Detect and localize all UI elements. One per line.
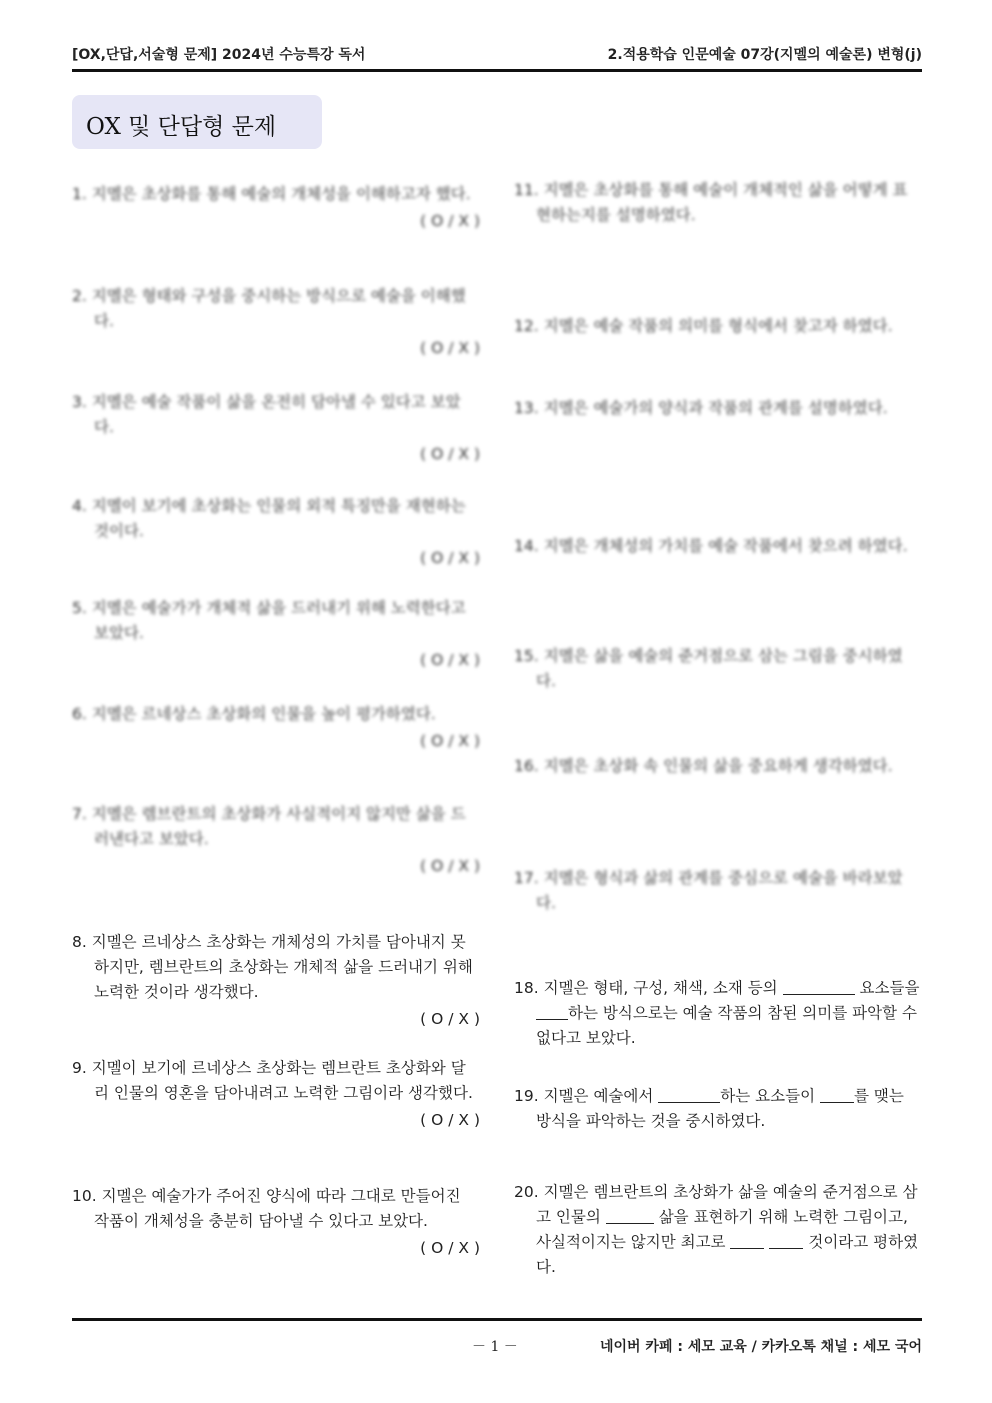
question-6: 6. 지멜은 르네상스 초상화의 인물을 높이 평가하였다. ( O / X ) [72,705,480,750]
header-rule [72,69,922,72]
ox-mark: ( O / X ) [420,1111,480,1129]
question-4: 4. 지멜이 보기에 초상화는 인물의 외적 특징만을 재현하는 것이다. ( O / X ) [72,497,480,567]
question-11: 11. 지멜은 초상화를 통해 예술이 개체적인 삶을 어떻게 표현하는지를 설명하였다. [514,181,908,224]
header-right: 2.적용학습 인문예술 07강(지멜의 예술론) 변형(j) [607,47,922,63]
ox-mark: ( O / X ) [420,1239,480,1257]
question-17: 17. 지멜은 형식과 삶의 관계를 중심으로 예술을 바라보았다. [514,869,903,912]
question-19: 19. 지멜은 예술에서 하는 요소들이 를 맺는 방식을 파악하는 것을 중시하였다. [514,1087,904,1130]
question-18: 18. 지멜은 형태, 구성, 채색, 소재 등의 요소들을 하는 방식으로는 예술 작품의 참된 의미를 파악할 수 없다고 보았다. [514,979,920,1047]
question-3: 3. 지멜은 예술 작품이 삶을 온전히 담아낼 수 있다고 보았다. ( O / X ) [72,393,480,463]
header-left: [OX,단답,서술형 문제] 2024년 수능특강 독서 [72,47,366,63]
answer-blank [820,1087,854,1104]
answer-blank [658,1087,720,1104]
question-16: 16. 지멜은 초상화 속 인물의 삶을 중요하게 생각하였다. [514,757,893,775]
question-15: 15. 지멜은 삶을 예술의 준거점으로 삼는 그림을 중시하였다. [514,647,903,690]
section-title: OX 및 단답형 문제 [86,114,277,140]
question-2: 2. 지멜은 형태와 구성을 중시하는 방식으로 예술을 이해했다. ( O / X ) [72,287,480,357]
page-header [72,44,922,66]
question-13: 13. 지멜은 예술가의 양식과 작품의 관계를 설명하였다. [514,399,888,417]
answer-blank [769,1233,803,1250]
ox-mark: ( O / X ) [420,1010,480,1028]
question-5: 5. 지멜은 예술가가 개체적 삶을 드러내기 위해 노력한다고 보았다. ( O / X ) [72,599,480,669]
section-title-box [72,95,322,149]
question-20: 20. 지멜은 렘브란트의 초상화가 삶을 예술의 준거점으로 삼고 인물의 삶을 표현하기 위해 노력한 그림이고, 사실적이지는 않지만 최고로 것이라고 평하였다. [514,1183,919,1276]
page-footer [72,1336,922,1358]
question-12: 12. 지멜은 예술 작품의 의미를 형식에서 찾고자 하였다. [514,317,893,335]
question-1: 1. 지멜은 초상화를 통해 예술의 개체성을 이해하고자 했다. ( O / X ) [72,185,480,230]
answer-blank [606,1208,654,1225]
answer-blank [730,1233,764,1250]
question-14: 14. 지멜은 개체성의 가치를 예술 작품에서 찾으려 하였다. [514,537,908,555]
footer-rule [72,1318,922,1321]
question-7: 7. 지멜은 렘브란트의 초상화가 사실적이지 않지만 삶을 드러낸다고 보았다. ( O / X ) [72,805,480,875]
question-9: 9. 지멜이 보기에 르네상스 초상화는 렘브란트 초상화와 달리 인물의 영혼을 담아내려고 노력한 그림이라 생각했다. ( O / X ) [72,1056,480,1133]
question-8: 8. 지멜은 르네상스 초상화는 개체성의 가치를 담아내지 못하지만, 렘브란트의 초상화는 개체적 삶을 드러내기 위해 노력한 것이라 생각했다. ( O / X ) [72,930,480,1032]
answer-blank [783,979,855,996]
page-number: － 1 － [472,1339,518,1355]
answer-blank [536,1004,568,1021]
footer-contact: 네이버 카페 : 세모 교육 / 카카오톡 채널 : 세모 국어 [599,1339,922,1355]
question-10: 10. 지멜은 예술가가 주어진 양식에 따라 그대로 만들어진 작품이 개체성을 충분히 담아낼 수 있다고 보았다. ( O / X ) [72,1184,480,1261]
